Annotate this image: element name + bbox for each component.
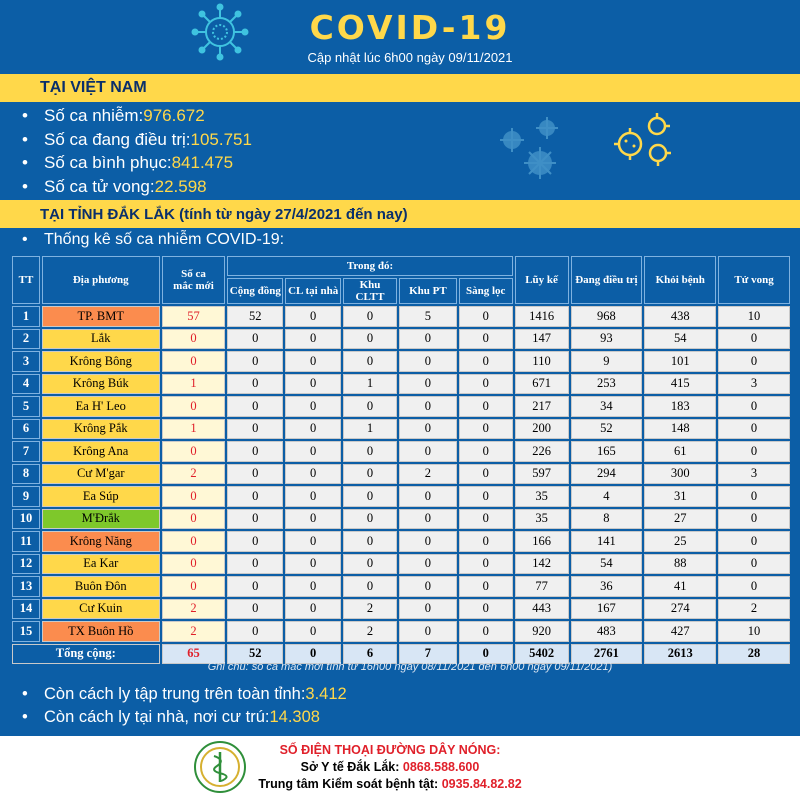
total-deaths: 28 (718, 644, 790, 665)
total-pt: 7 (399, 644, 457, 665)
total-recovered: 2613 (644, 644, 716, 665)
cell-cumulative: 110 (515, 351, 569, 372)
row-place: Cư Kuin (42, 599, 160, 620)
cell-pt: 0 (399, 576, 457, 597)
cell-recovered: 438 (644, 306, 716, 327)
cell-deaths: 0 (718, 509, 790, 530)
hotline-phone[interactable]: 0868.588.600 (402, 760, 480, 774)
cell-treating: 141 (571, 531, 643, 552)
stat-label: Số ca đang điều trị: (44, 129, 191, 149)
total-label: Tổng cộng: (12, 644, 160, 665)
cell-home: 0 (285, 351, 341, 372)
stat-recovered (22, 151, 252, 175)
cell-pt: 5 (399, 306, 457, 327)
cell-pt: 0 (399, 486, 457, 507)
cell-cumulative: 147 (515, 329, 569, 350)
cell-community: 0 (227, 396, 283, 417)
total-new: 65 (162, 644, 226, 665)
cell-pt: 0 (399, 599, 457, 620)
cell-treating: 36 (571, 576, 643, 597)
cell-treating: 8 (571, 509, 643, 530)
cell-community: 0 (227, 374, 283, 395)
stat-home-isolation (22, 706, 347, 729)
row-place: Krông Bông (42, 351, 160, 372)
hotline-heading: SỐ ĐIỆN THOẠI ĐƯỜNG DÂY NÓNG: (279, 743, 501, 757)
header (0, 0, 800, 72)
row-number: 2 (12, 329, 40, 350)
cell-screening: 0 (459, 306, 513, 327)
row-number: 6 (12, 419, 40, 440)
cell-recovered: 300 (644, 464, 716, 485)
cell-cltt: 0 (343, 576, 397, 597)
vietnam-heading: TẠI VIỆT NAM (0, 74, 800, 102)
cell-recovered: 54 (644, 329, 716, 350)
cell-recovered: 25 (644, 531, 716, 552)
total-screening: 0 (459, 644, 513, 665)
row-number: 3 (12, 351, 40, 372)
row-number: 1 (12, 306, 40, 327)
row-number: 14 (12, 599, 40, 620)
cell-home: 0 (285, 486, 341, 507)
row-place: Buôn Đôn (42, 576, 160, 597)
cell-treating: 483 (571, 621, 643, 642)
row-number: 12 (12, 554, 40, 575)
cell-cumulative: 35 (515, 486, 569, 507)
cell-treating: 34 (571, 396, 643, 417)
bullet-icon: • (22, 231, 28, 248)
table-row (12, 531, 790, 552)
cell-cumulative: 1416 (515, 306, 569, 327)
cell-community: 52 (227, 306, 283, 327)
row-place: Krông Ana (42, 441, 160, 462)
table-row (12, 599, 790, 620)
cell-community: 0 (227, 621, 283, 642)
row-number: 10 (12, 509, 40, 530)
cell-new: 2 (162, 464, 226, 485)
table-row (12, 509, 790, 530)
row-place: Lắk (42, 329, 160, 350)
cell-deaths: 0 (718, 531, 790, 552)
cell-deaths: 0 (718, 396, 790, 417)
stat-deaths (22, 175, 252, 199)
bullet-icon: • (22, 685, 28, 703)
col-cltt: Khu CLTT (343, 278, 397, 304)
cell-cumulative: 166 (515, 531, 569, 552)
cell-home: 0 (285, 576, 341, 597)
col-pt: Khu PT (399, 278, 457, 304)
cell-new: 0 (162, 576, 226, 597)
cell-screening: 0 (459, 621, 513, 642)
row-place: Ea Súp (42, 486, 160, 507)
cell-home: 0 (285, 374, 341, 395)
stat-value: 3.412 (305, 685, 347, 703)
table-header-row (12, 256, 790, 276)
cell-deaths: 0 (718, 554, 790, 575)
stat-label: Còn cách ly tập trung trên toàn tỉnh: (44, 685, 306, 703)
update-timestamp: Cập nhật lúc 6h00 ngày 09/11/2021 (307, 50, 513, 65)
col-recovered: Khỏi bệnh (644, 256, 716, 304)
stat-value: 841.475 (171, 153, 234, 172)
table-row (12, 396, 790, 417)
row-place: Ea H' Leo (42, 396, 160, 417)
cell-new: 1 (162, 419, 226, 440)
cell-cumulative: 217 (515, 396, 569, 417)
cell-recovered: 274 (644, 599, 716, 620)
stat-label: Số ca tử vong: (44, 176, 155, 196)
cell-screening: 0 (459, 464, 513, 485)
cell-treating: 52 (571, 419, 643, 440)
cell-home: 0 (285, 441, 341, 462)
cell-treating: 968 (571, 306, 643, 327)
table-row (12, 621, 790, 642)
cell-cumulative: 226 (515, 441, 569, 462)
cell-new: 2 (162, 599, 226, 620)
cell-pt: 0 (399, 419, 457, 440)
cell-deaths: 10 (718, 621, 790, 642)
cell-screening: 0 (459, 419, 513, 440)
cell-treating: 253 (571, 374, 643, 395)
cell-new: 0 (162, 554, 226, 575)
row-number: 15 (12, 621, 40, 642)
cell-deaths: 0 (718, 419, 790, 440)
hotline-label: Trung tâm Kiểm soát bệnh tật: (258, 777, 442, 791)
province-subheading (22, 231, 284, 249)
total-community: 52 (227, 644, 283, 665)
cell-cltt: 0 (343, 329, 397, 350)
cell-community: 0 (227, 486, 283, 507)
isolation-stats (22, 683, 347, 729)
cell-cltt: 1 (343, 419, 397, 440)
table-body (12, 306, 790, 642)
bullet-icon: • (22, 106, 28, 125)
cell-new: 57 (162, 306, 226, 327)
cell-recovered: 101 (644, 351, 716, 372)
cell-new: 2 (162, 621, 226, 642)
cell-treating: 4 (571, 486, 643, 507)
cell-cumulative: 35 (515, 509, 569, 530)
cell-community: 0 (227, 441, 283, 462)
cell-recovered: 415 (644, 374, 716, 395)
cell-home: 0 (285, 306, 341, 327)
row-place: M'Đrắk (42, 509, 160, 530)
cell-pt: 0 (399, 441, 457, 462)
row-place: Krông Năng (42, 531, 160, 552)
table-row (12, 576, 790, 597)
cell-cltt: 0 (343, 486, 397, 507)
hotline-lines (240, 742, 540, 793)
cell-cltt: 2 (343, 621, 397, 642)
cell-screening: 0 (459, 486, 513, 507)
cell-community: 0 (227, 509, 283, 530)
table-row (12, 554, 790, 575)
cell-treating: 165 (571, 441, 643, 462)
bullet-icon: • (22, 708, 28, 726)
cell-screening: 0 (459, 329, 513, 350)
cell-pt: 0 (399, 621, 457, 642)
cell-cltt: 0 (343, 509, 397, 530)
cell-pt: 0 (399, 509, 457, 530)
cell-screening: 0 (459, 351, 513, 372)
cell-home: 0 (285, 464, 341, 485)
table-row (12, 486, 790, 507)
cell-deaths: 0 (718, 576, 790, 597)
cell-deaths: 0 (718, 486, 790, 507)
total-cumulative: 5402 (515, 644, 569, 665)
cell-home: 0 (285, 554, 341, 575)
cell-cltt: 0 (343, 306, 397, 327)
col-home: CL tại nhà (285, 278, 341, 304)
stat-value: 22.598 (154, 176, 207, 196)
cell-community: 0 (227, 576, 283, 597)
cell-deaths: 2 (718, 599, 790, 620)
vietnam-stats (22, 104, 252, 198)
cell-cumulative: 142 (515, 554, 569, 575)
cell-deaths: 0 (718, 351, 790, 372)
cell-home: 0 (285, 599, 341, 620)
cell-screening: 0 (459, 396, 513, 417)
cell-home: 0 (285, 621, 341, 642)
table-row (12, 329, 790, 350)
cell-home: 0 (285, 329, 341, 350)
page-title: COVID-19 (309, 8, 511, 47)
table-note: Ghi chú: số ca mắc mới tính từ 16h00 ngày 08/11/2021 đến 6h00 ngày 09/11/2021) (207, 661, 613, 673)
table-row (12, 419, 790, 440)
cell-cltt: 2 (343, 599, 397, 620)
row-number: 7 (12, 441, 40, 462)
stat-treating (22, 128, 252, 152)
cell-cumulative: 443 (515, 599, 569, 620)
col-screening: Sàng lọc (459, 278, 513, 304)
cell-screening: 0 (459, 441, 513, 462)
row-place: Krông Búk (42, 374, 160, 395)
cell-home: 0 (285, 509, 341, 530)
cell-cltt: 0 (343, 464, 397, 485)
col-cumulative: Lũy kế (515, 256, 569, 304)
cell-recovered: 427 (644, 621, 716, 642)
cell-community: 0 (227, 329, 283, 350)
total-treating: 2761 (571, 644, 643, 665)
cell-community: 0 (227, 351, 283, 372)
cell-screening: 0 (459, 531, 513, 552)
bullet-icon: • (22, 129, 28, 149)
col-new-line2: mắc mới (173, 280, 214, 292)
cell-recovered: 31 (644, 486, 716, 507)
cell-pt: 2 (399, 464, 457, 485)
row-number: 5 (12, 396, 40, 417)
cell-new: 0 (162, 351, 226, 372)
cell-pt: 0 (399, 374, 457, 395)
cell-cltt: 0 (343, 396, 397, 417)
cell-treating: 294 (571, 464, 643, 485)
cell-pt: 0 (399, 351, 457, 372)
cell-new: 0 (162, 329, 226, 350)
cell-home: 0 (285, 531, 341, 552)
col-tt: TT (12, 256, 40, 304)
cell-cumulative: 77 (515, 576, 569, 597)
row-place: Ea Kar (42, 554, 160, 575)
cell-community: 0 (227, 531, 283, 552)
cell-treating: 93 (571, 329, 643, 350)
cell-pt: 0 (399, 329, 457, 350)
table-row (12, 441, 790, 462)
cell-new: 0 (162, 486, 226, 507)
cell-pt: 0 (399, 531, 457, 552)
cell-new: 0 (162, 531, 226, 552)
cell-recovered: 148 (644, 419, 716, 440)
cell-screening: 0 (459, 554, 513, 575)
col-treating: Đang điều trị (571, 256, 643, 304)
cell-deaths: 0 (718, 329, 790, 350)
cell-community: 0 (227, 554, 283, 575)
cell-pt: 0 (399, 396, 457, 417)
cell-home: 0 (285, 396, 341, 417)
col-deaths: Tử vong (718, 256, 790, 304)
cell-recovered: 41 (644, 576, 716, 597)
cell-recovered: 27 (644, 509, 716, 530)
hotline-line-2 (240, 776, 540, 793)
virus-icon (490, 108, 690, 198)
row-place: TP. BMT (42, 306, 160, 327)
hotline-line-1 (240, 759, 540, 776)
cell-screening: 0 (459, 599, 513, 620)
cell-cltt: 0 (343, 351, 397, 372)
table-row (12, 306, 790, 327)
bullet-icon: • (22, 176, 28, 196)
cell-cumulative: 597 (515, 464, 569, 485)
hotline-label: Sở Y tế Đắk Lắk: (300, 760, 403, 774)
hotline-phone[interactable]: 0935.84.82.82 (441, 777, 522, 791)
row-number: 13 (12, 576, 40, 597)
stat-central-isolation (22, 683, 347, 706)
cell-new: 0 (162, 396, 226, 417)
cell-deaths: 0 (718, 441, 790, 462)
table-row (12, 374, 790, 395)
cell-home: 0 (285, 419, 341, 440)
cell-treating: 167 (571, 599, 643, 620)
stat-label: Còn cách ly tại nhà, nơi cư trú: (44, 708, 270, 726)
cell-cltt: 0 (343, 531, 397, 552)
cell-new: 1 (162, 374, 226, 395)
row-number: 8 (12, 464, 40, 485)
cell-deaths: 3 (718, 464, 790, 485)
row-number: 9 (12, 486, 40, 507)
table-row (12, 351, 790, 372)
bullet-icon: • (22, 153, 28, 172)
col-place: Địa phương (42, 256, 160, 304)
stat-infected (22, 104, 252, 128)
subheading-label: Thống kê số ca nhiễm COVID-19: (44, 231, 285, 248)
cell-cumulative: 920 (515, 621, 569, 642)
cell-treating: 54 (571, 554, 643, 575)
stat-value: 14.308 (269, 708, 320, 726)
total-cltt: 6 (343, 644, 397, 665)
hotline-footer (0, 736, 800, 800)
col-group: Trong đó: (227, 256, 512, 276)
row-place: Krông Pắk (42, 419, 160, 440)
cell-cltt: 1 (343, 374, 397, 395)
stat-label: Số ca bình phục: (44, 153, 172, 172)
cell-community: 0 (227, 464, 283, 485)
province-table (10, 254, 792, 666)
cell-cltt: 0 (343, 554, 397, 575)
cell-recovered: 61 (644, 441, 716, 462)
table-row (12, 464, 790, 485)
row-place: Cư M'gar (42, 464, 160, 485)
col-community: Cộng đồng (227, 278, 283, 304)
cell-treating: 9 (571, 351, 643, 372)
cell-new: 0 (162, 441, 226, 462)
total-home: 0 (285, 644, 341, 665)
stat-value: 105.751 (190, 129, 252, 149)
cell-community: 0 (227, 599, 283, 620)
stat-value: 976.672 (143, 106, 205, 125)
cell-deaths: 3 (718, 374, 790, 395)
col-new-line1: Số ca (181, 268, 206, 280)
cell-deaths: 10 (718, 306, 790, 327)
col-new (162, 256, 226, 304)
cell-screening: 0 (459, 374, 513, 395)
cell-cumulative: 200 (515, 419, 569, 440)
cell-screening: 0 (459, 576, 513, 597)
province-heading: TẠI TỈNH ĐẮK LẮK (tính từ ngày 27/4/2021 đến nay) (0, 200, 800, 228)
cell-screening: 0 (459, 509, 513, 530)
stat-label: Số ca nhiễm: (44, 106, 144, 125)
cell-community: 0 (227, 419, 283, 440)
cell-cumulative: 671 (515, 374, 569, 395)
row-place: TX Buôn Hồ (42, 621, 160, 642)
cell-recovered: 183 (644, 396, 716, 417)
cell-pt: 0 (399, 554, 457, 575)
cell-new: 0 (162, 509, 226, 530)
row-number: 4 (12, 374, 40, 395)
health-department-logo (193, 740, 247, 794)
row-number: 11 (12, 531, 40, 552)
cell-recovered: 88 (644, 554, 716, 575)
cell-cltt: 0 (343, 441, 397, 462)
